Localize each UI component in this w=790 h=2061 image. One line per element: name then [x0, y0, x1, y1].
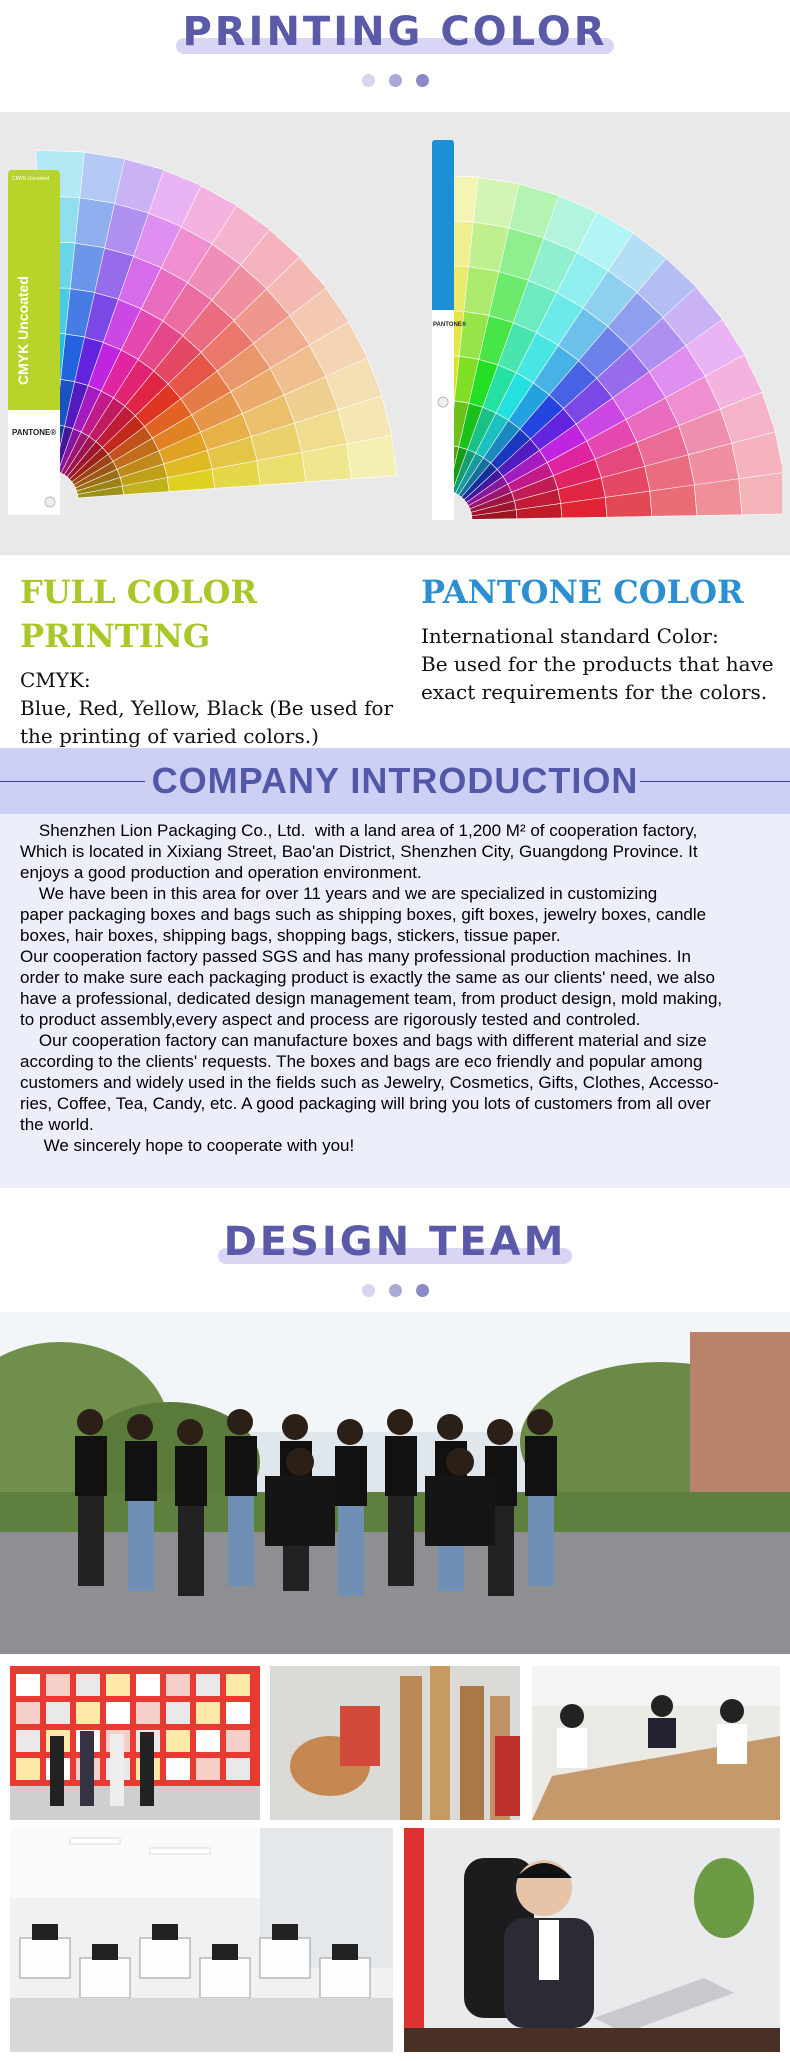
office-desk: [80, 1958, 130, 1998]
company-introduction-header: [0, 748, 790, 814]
cmyk-swatch-fan-image: [8, 140, 413, 540]
header-rule-left: [0, 781, 145, 782]
team-photo-svg: [0, 1312, 790, 1654]
shelf-cell: [76, 1674, 100, 1696]
shelf-cell: [136, 1674, 160, 1696]
monitor: [92, 1944, 118, 1960]
person-legs: [528, 1496, 554, 1586]
person-body: [335, 1446, 367, 1506]
team-group-photo: [0, 1312, 790, 1654]
fan-rivet: [45, 497, 55, 507]
paper-tubes-photo-svg: [270, 1666, 520, 1820]
pantone-brand-left: PANTONE®: [12, 428, 57, 437]
person-head: [127, 1414, 153, 1440]
office-desk: [20, 1938, 70, 1978]
pantone-strip-white: [432, 310, 454, 520]
person-body: [265, 1476, 335, 1546]
pantone-fan-svg: [432, 140, 782, 540]
pantone-brand-right: PANTONE®: [433, 322, 467, 328]
printing-title-wrap: [0, 8, 790, 56]
person-legs: [228, 1496, 254, 1586]
shelf-cell: [226, 1702, 250, 1724]
shelf-cell: [76, 1702, 100, 1724]
cmyk-strip-label: CMYK Uncoated: [15, 276, 31, 385]
printing-dots: [0, 74, 790, 87]
shelf-cell: [16, 1758, 40, 1780]
design-team-title: DESIGN TEAM: [224, 1218, 567, 1266]
shelf-cell: [196, 1730, 220, 1752]
shelf-cell: [16, 1674, 40, 1696]
pantone-label: International standard Color:: [421, 624, 719, 648]
shelf-cell: [166, 1758, 190, 1780]
shelf-cell: [46, 1702, 70, 1724]
person-body: [75, 1436, 107, 1496]
person-body: [225, 1436, 257, 1496]
shelf-cell: [106, 1674, 130, 1696]
monitor: [32, 1924, 58, 1940]
person-head: [337, 1419, 363, 1445]
office-desk: [260, 1938, 310, 1978]
shelf-cell: [166, 1730, 190, 1752]
shelf-cell: [226, 1758, 250, 1780]
ceo-photo: [404, 1828, 780, 2052]
ceo-photo-svg: [404, 1828, 780, 2052]
showroom-photo: [10, 1666, 260, 1820]
person-head: [527, 1409, 553, 1435]
person-head: [487, 1419, 513, 1445]
person-head: [437, 1414, 463, 1440]
person-head: [227, 1409, 253, 1435]
person-legs: [338, 1506, 364, 1596]
design-dots: [0, 1284, 790, 1297]
office-desk: [320, 1958, 370, 1998]
meeting-photo: [532, 1666, 780, 1820]
monitor: [212, 1944, 238, 1960]
person-legs: [128, 1501, 154, 1591]
person-legs: [178, 1506, 204, 1596]
dot-3: [416, 74, 429, 87]
shelf-cell: [226, 1730, 250, 1752]
monitor: [152, 1924, 178, 1940]
shelf-cell: [16, 1730, 40, 1752]
person-head: [282, 1414, 308, 1440]
shelf-cell: [106, 1702, 130, 1724]
swatch-photo-band: [0, 112, 790, 555]
shelf-cell: [166, 1702, 190, 1724]
showroom-photo-svg: [10, 1666, 260, 1820]
shelf-cell: [196, 1702, 220, 1724]
person-body: [385, 1436, 417, 1496]
shelf-cell: [226, 1674, 250, 1696]
office-photo-svg: [10, 1828, 393, 2052]
person-legs: [78, 1496, 104, 1586]
printing-color-section: [0, 0, 790, 748]
office-desk: [140, 1938, 190, 1978]
dot-3: [416, 1284, 429, 1297]
person-head: [77, 1409, 103, 1435]
pantone-color-block: [421, 570, 790, 706]
shelf-cell: [166, 1674, 190, 1696]
pantone-swatch-fan-image: [432, 140, 782, 540]
monitor: [332, 1944, 358, 1960]
shelf-cell: [136, 1702, 160, 1724]
header-rule-right: [640, 781, 790, 782]
monitor: [272, 1924, 298, 1940]
dot-1: [362, 74, 375, 87]
dot-2: [389, 1284, 402, 1297]
full-color-printing-block: [20, 570, 410, 750]
person-head: [286, 1448, 314, 1476]
design-team-section: [0, 1188, 790, 2061]
company-introduction-section: [0, 748, 790, 1188]
shelf-cell: [46, 1674, 70, 1696]
meeting-photo-svg: [532, 1666, 780, 1820]
full-color-printing-heading: FULL COLOR PRINTING: [20, 573, 258, 655]
company-introduction-title: COMPANY INTRODUCTION: [151, 760, 639, 801]
shelf-cell: [16, 1702, 40, 1724]
design-title-wrap: [0, 1218, 790, 1266]
person-legs: [388, 1496, 414, 1586]
person-body: [525, 1436, 557, 1496]
fan-rivet-right: [438, 397, 448, 407]
cmyk-label: CMYK:: [20, 668, 91, 692]
dot-2: [389, 74, 402, 87]
cmyk-fan-svg: [8, 140, 413, 540]
cmyk-small-label: CMYK Uncoated: [12, 176, 50, 182]
person-body: [425, 1476, 495, 1546]
office-desk: [200, 1958, 250, 1998]
dot-1: [362, 1284, 375, 1297]
office-photo: [10, 1828, 393, 2052]
person-head: [177, 1419, 203, 1445]
person-head: [387, 1409, 413, 1435]
pantone-color-heading: PANTONE COLOR: [421, 573, 744, 611]
company-introduction-text: Shenzhen Lion Packaging Co., Ltd. with a land area of 1,200 M² of cooperation factory, Which is located in Xixiang Street, Bao'an District, Shenzhen City, Guangdong Province. It enjoys a good production and operation environment. We have been in this area for over 11 years and we are specialized in customizing paper packaging boxes and bags such as shipping boxes, gift boxes, jewelry boxes, candle boxes, hair boxes, shipping bags, shopping bags, stickers, tissue paper. Our cooperation factory passed SGS and has many professional production machines. In order to make sure each packaging product is exactly the same as our clients' need, we also have a professional, dedicated design management team, from product design, mold making, to product assembly,every aspect and process are rigorously tested and controled. Our cooperation factory can manufacture boxes and bags with different material and size according to the clients' requests. The boxes and bags are eco friendly and popular among customers and widely used in the fields such as Jewelry, Cosmetics, Gifts, Clothes, Accesso- ries, Coffee, Tea, Candy, etc. A good packaging will bring you lots of customers from all over the world. We sincerely hope to cooperate with you!: [20, 821, 723, 1155]
cmyk-description: Blue, Red, Yellow, Black (Be used for the printing of varied colors.): [20, 696, 394, 748]
shelf-cell: [196, 1758, 220, 1780]
printing-color-title: PRINTING COLOR: [182, 8, 607, 56]
person-body: [125, 1441, 157, 1501]
paper-tubes-photo: [270, 1666, 520, 1820]
shelf-cell: [196, 1674, 220, 1696]
person-head: [446, 1448, 474, 1476]
pantone-description: Be used for the products that have exact requirements for the colors.: [421, 652, 774, 704]
person-body: [175, 1446, 207, 1506]
